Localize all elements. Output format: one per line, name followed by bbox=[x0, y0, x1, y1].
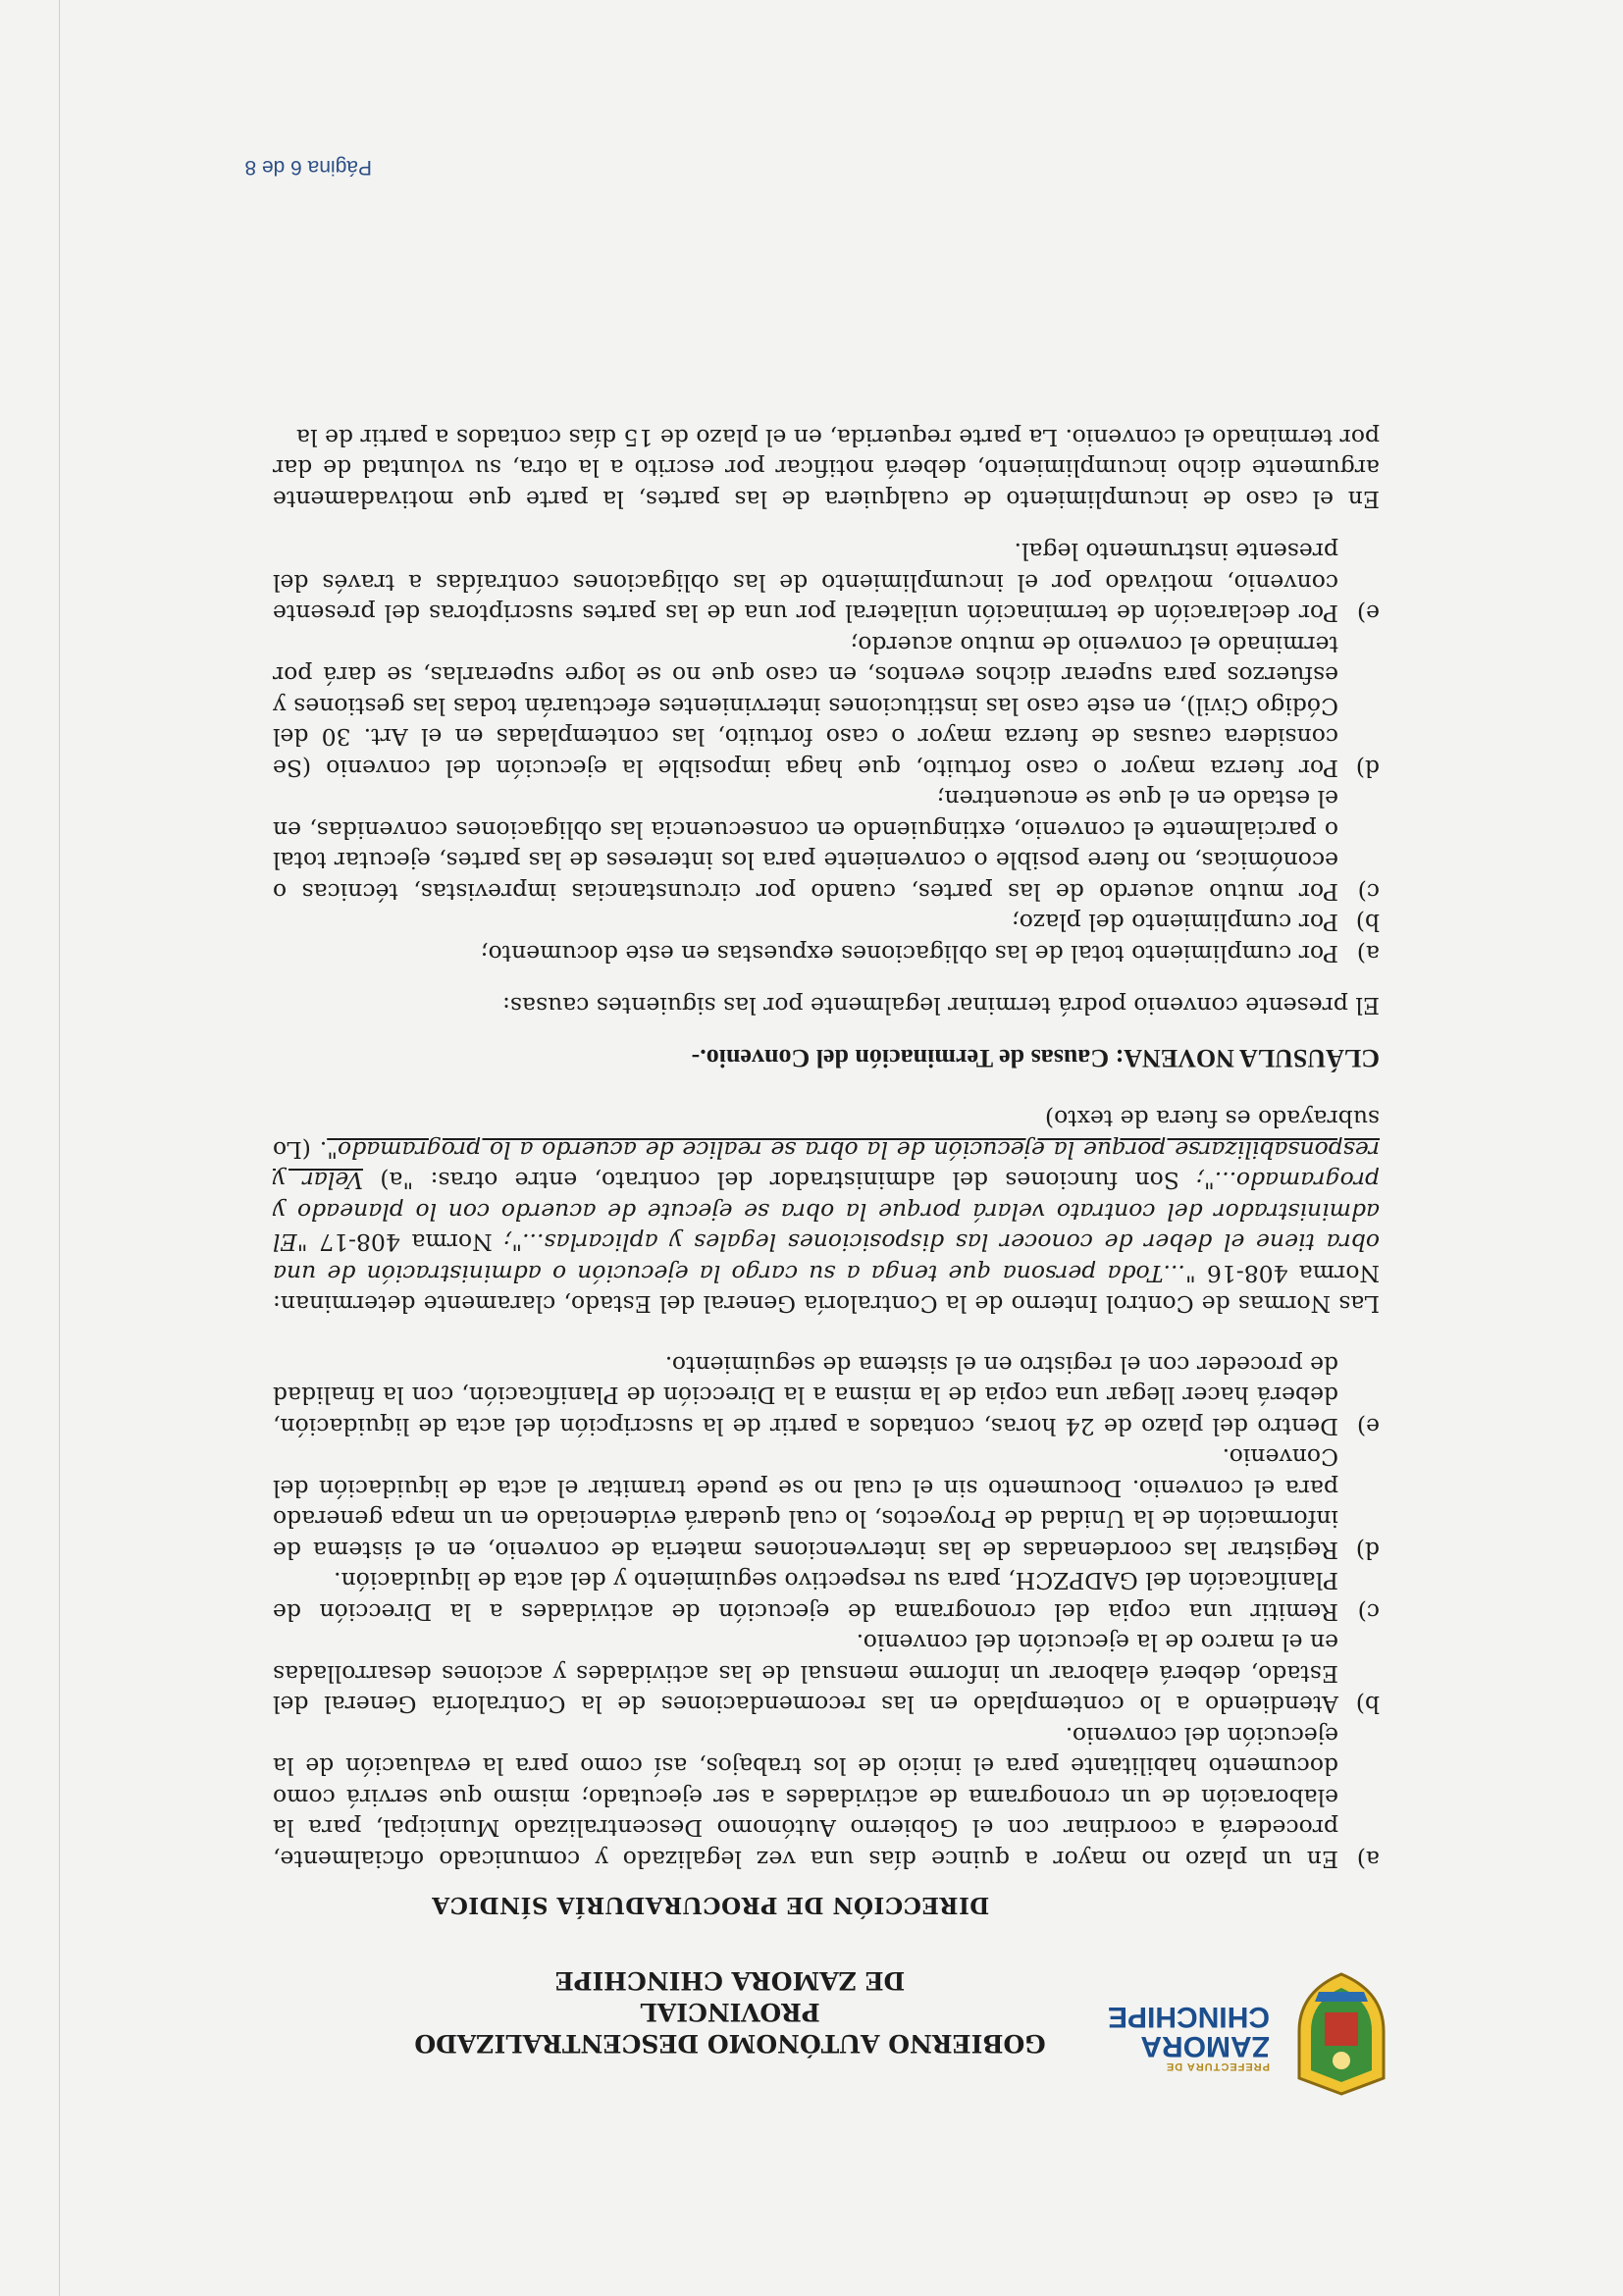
brand-line2: CHINCHIPE bbox=[1107, 2001, 1270, 2033]
norms-quote-408-16: "...Toda persona que tenga a su cargo la ejecución o administración de una obra tiene el deber de conocer las disposiciones legales y aplicarlas..."; bbox=[273, 1228, 1380, 1287]
item-label: e) bbox=[1356, 600, 1380, 628]
termination-causes-list bbox=[273, 536, 1380, 968]
list-item bbox=[273, 1565, 1380, 1627]
item-text: Por fuerza mayor o caso fortuito, que haga imposible la ejecución del convenio (Se considera causas de fuerza mayor o caso fortuito, las contempladas en el Art. 30 del Código Civil), en este caso las instituciones intervinientes efectuarán todas las gestiones y esfuerzos para superar dichos eventos, en caso que no se logre superarlas, se dará por terminado el convenio de mutuo acuerdo; bbox=[273, 631, 1338, 782]
item-text: Por declaración de terminación unilateral por una de las partes suscriptoras del presente convenio, motivado por el incumplimiento de las obligaciones contraídas a través del presente instrumento legal. bbox=[273, 538, 1338, 628]
document-body bbox=[273, 422, 1380, 1875]
item-text: Dentro del plazo de 24 horas, contados a partir de la suscripción del acta de liquidación, deberá hacer llegar una copia de la misma a la Dirección de Planificación, con la finalidad de proceder con el registro en el sistema de seguimiento. bbox=[273, 1351, 1338, 1440]
brand-line1: ZAMORA bbox=[1140, 2030, 1270, 2062]
prefecture-crest-icon bbox=[1284, 1967, 1397, 2100]
list-item bbox=[273, 783, 1380, 907]
item-text: Registrar las coordenadas de las intervenciones materia de convenio, en el sistema de información de la Unidad de Proyectos, lo cual quedará evidenciado en un mapa generado para el convenio. Documento sin el cual no se puede tramitar el acta de liquidación del Convenio. bbox=[273, 1443, 1338, 1564]
item-text: Por cumplimiento total de las obligaciones expuestas en este documento; bbox=[480, 940, 1338, 967]
item-label: a) bbox=[1356, 940, 1380, 967]
norms-mid: Norma 408-17 bbox=[307, 1228, 504, 1257]
item-label: d) bbox=[1355, 1537, 1380, 1564]
norms-tail: . (Lo subrayado es fuera de texto) bbox=[273, 1105, 1380, 1164]
item-label: c) bbox=[1357, 878, 1380, 906]
item-label: b) bbox=[1355, 1691, 1380, 1719]
item-label: a) bbox=[1356, 1846, 1380, 1873]
brand-top-text: PREFECTURA DE bbox=[1165, 2061, 1270, 2072]
item-label: c) bbox=[1357, 1598, 1380, 1626]
clause-intro: El presente convenio podrá terminar legalmente por las siguientes causas: bbox=[502, 992, 1380, 1020]
list-item bbox=[273, 1627, 1380, 1720]
letterhead bbox=[220, 1894, 1397, 2100]
obligations-list bbox=[273, 1349, 1380, 1875]
prefecture-brand bbox=[1107, 2001, 1270, 2072]
item-text: Por mutuo acuerdo de las partes, cuando por circunstancias imprevistas, técnicas o económicas, no fuere posible o conveniente para los intereses de las partes, ejecutar total o parcialmente el convenio, extinguiendo en consecuencia las obligaciones convenidas, en el estado en el que se encuentren; bbox=[273, 785, 1338, 906]
list-item bbox=[273, 629, 1380, 784]
norms-mid2: Son funciones del administrador del contrato, entre otras: "a) bbox=[363, 1167, 1179, 1195]
government-title-line2: DE ZAMORA CHINCHIPE bbox=[554, 1966, 906, 1995]
norms-underlined-quote: Velar y responsabilizarse porque la ejecución de la obra se realice de acuerdo a lo programado" bbox=[273, 1136, 1380, 1195]
item-text: Remitir una copia del cronograma de ejecución de actividades a la Dirección de Planificación del GADPZCH, para su respectivo seguimiento y del acta de liquidación. bbox=[273, 1567, 1338, 1626]
norms-intro: Las Normas de Control Interno de la Contraloría General del Estado, claramente determinan: Norma 408-16 bbox=[273, 1260, 1380, 1319]
government-title bbox=[387, 1964, 1073, 2059]
item-label: b) bbox=[1355, 909, 1380, 937]
item-label: d) bbox=[1355, 755, 1380, 782]
control-norms-paragraph bbox=[273, 1103, 1380, 1320]
list-item bbox=[273, 1441, 1380, 1565]
list-item bbox=[273, 938, 1380, 969]
item-text: Atendiendo a lo contemplado en las recomendaciones de la Contraloría General del Estado, deberá elaborar un informe mensual de las actividades y acciones desarrolladas en el marco de la ejecución del convenio. bbox=[273, 1629, 1338, 1719]
closing-paragraph: En el caso de incumplimiento de cualquiera de las partes, la parte que motivadamente argumente dicho incumplimiento, deberá notificar por escrito a la otra, su voluntad de dar por terminado el convenio. La parte requerida, en el plazo de 15 días contados a partir de la bbox=[273, 424, 1380, 513]
list-item bbox=[273, 1349, 1380, 1442]
page-number: Página 6 de 8 bbox=[244, 156, 372, 179]
direction-title: DIRECCIÓN DE PROCURADURÍA SÍNDICA bbox=[431, 1892, 990, 1918]
list-item bbox=[273, 536, 1380, 629]
list-item bbox=[273, 907, 1380, 938]
clause-title: CLÁUSULA NOVENA: Causas de Terminación del Convenio.- bbox=[691, 1044, 1380, 1072]
government-title-line1: GOBIERNO AUTÓNOMO DESCENTRALIZADO PROVINCIAL bbox=[414, 1998, 1046, 2058]
item-label: e) bbox=[1356, 1413, 1380, 1440]
list-item bbox=[273, 1720, 1380, 1875]
item-text: En un plazo no mayor a quince días una vez legalizado y comunicado oficialmente, procederá a coordinar con el Gobierno Autónomo Descentralizado Municipal, para la elaboración de un cronograma de actividades a ser ejecutado; mismo que servirá como documento habilitante para el inicio de los trabajos, así como para la evaluación de la ejecución del convenio. bbox=[273, 1722, 1338, 1873]
item-text: Por cumplimiento del plazo; bbox=[1011, 909, 1338, 937]
norms-quote-408-17: "El administrador del contrato velará porque la obra se ejecute de acuerdo con lo planeado y programado..."; bbox=[273, 1167, 1380, 1257]
